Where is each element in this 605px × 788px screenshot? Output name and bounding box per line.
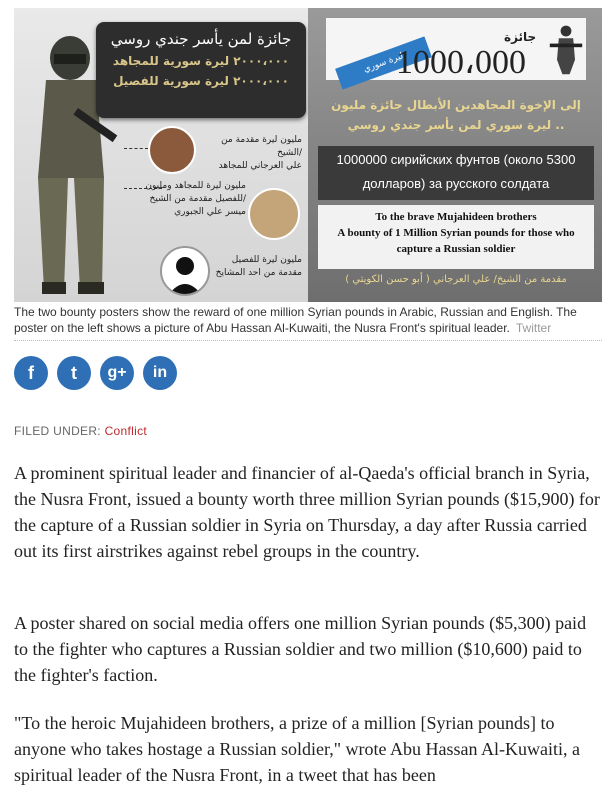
poster-credit: مقدمة من الشيخ/ علي العرجاني ( أبو حسن الكويتي ) (345, 274, 567, 285)
filed-under (14, 424, 147, 438)
donor-3-label-a: مليون ليرة للفصيل (231, 255, 302, 265)
caption-text: The two bounty posters show the reward of one million Syrian pounds in Arabic, Russian and English. The poster on the left shows a picture of Abu Hassan Al-Kuwaiti, the Nusra Front's spiritual leader. (14, 305, 577, 335)
article-paragraph-2: A poster shared on social media offers one million Syrian pounds ($5,300) paid to the fighter who captures a Russian soldier and two million ($10,600) paid to the fighter's faction. (14, 613, 587, 685)
prize-ribbon: ليرة سوري (335, 36, 432, 89)
left-poster-fighter-reward: ٢٠٠٠،٠٠٠ ليرة سورية للمجاهد (112, 54, 290, 68)
linkedin-icon: in (152, 364, 168, 381)
caption-source[interactable]: Twitter (515, 321, 552, 335)
donor-1-label-a: مليون ليرة مقدمة من الشيخ/ (221, 135, 302, 158)
prize-word: جائزة (504, 30, 537, 44)
article-paragraph-3: "To the heroic Mujahideen brothers, a prize of a million [Syrian pounds] to anyone who takes hostage a Russian soldier," wrote Abu Hassan Al-Kuwaiti, a spiritual leader of the Nusra Front, in a tweet that has been (14, 713, 581, 785)
bounty-headline-box (96, 22, 306, 118)
left-poster-title: جائزة لمن يأسر جندي روسي (110, 30, 292, 48)
person-silhouette-icon (162, 248, 208, 294)
donor-photo-1 (148, 126, 196, 174)
donor-3-label-b: مقدمة من احد المشايخ (215, 268, 302, 278)
prize-banner (326, 18, 586, 80)
donor-photo-2 (248, 188, 300, 240)
english-line-3: capture a Russian soldier (396, 243, 516, 255)
image-caption (14, 304, 602, 336)
english-line-2: A bounty of 1 Million Syrian pounds for those who (337, 227, 575, 239)
russian-line-2: долларов) за русского солдата (362, 176, 550, 191)
donor-2-label-b: للفصيل مقدمة من الشيخ/ (149, 194, 246, 204)
category-link[interactable]: Conflict (104, 424, 148, 438)
google-plus-share-button[interactable] (100, 356, 134, 390)
english-text-box (318, 205, 594, 269)
left-poster-faction-reward: ٢٠٠٠،٠٠٠ ليرة سورية للفصيل (113, 74, 289, 88)
donor-1-label-b: علي العرجاني للمجاهد (218, 161, 302, 171)
linkedin-share-button[interactable] (143, 356, 177, 390)
anonymous-donor-silhouette (160, 246, 210, 296)
russian-line-1: 1000000 сирийских фунтов (около 5300 (336, 152, 576, 167)
twitter-share-button[interactable] (57, 356, 91, 390)
facebook-icon: f (28, 363, 34, 383)
arabic-line-2: ليرة سوري لمن يأسر جندي روسي .. (347, 118, 565, 132)
russian-text-box (318, 146, 594, 200)
prize-amount: 1000،000 (396, 44, 526, 81)
left-poster (14, 8, 308, 302)
right-poster (308, 8, 602, 302)
arabic-line-1: إلى الإخوة المجاهدين الأبطال جائزة مليون (331, 98, 581, 112)
divider (14, 340, 602, 341)
donor-2-label-c: ميسر علي الجبوري (174, 207, 246, 217)
filed-under-label: FILED UNDER: (14, 424, 101, 438)
fighter-silhouette-icon (548, 22, 584, 76)
article-paragraph-1: A prominent spiritual leader and financier of al-Qaeda's official branch in Syria, the Nusra Front, issued a bounty worth three million Syrian pounds ($15,900) for the capture of a Russian soldier in Syria on Thursday, a day after Russia carried out its first airstrikes against rebel groups in the country. (14, 463, 600, 561)
facebook-share-button[interactable] (14, 356, 48, 390)
donor-2-label-a: مليون ليرة للمجاهد ومليون (145, 181, 246, 191)
connector-line (124, 148, 148, 149)
google-plus-icon: g+ (107, 364, 127, 381)
bounty-poster-image (14, 8, 602, 302)
english-line-1: To the brave Mujahideen brothers (375, 211, 537, 223)
twitter-icon: t (71, 363, 77, 383)
